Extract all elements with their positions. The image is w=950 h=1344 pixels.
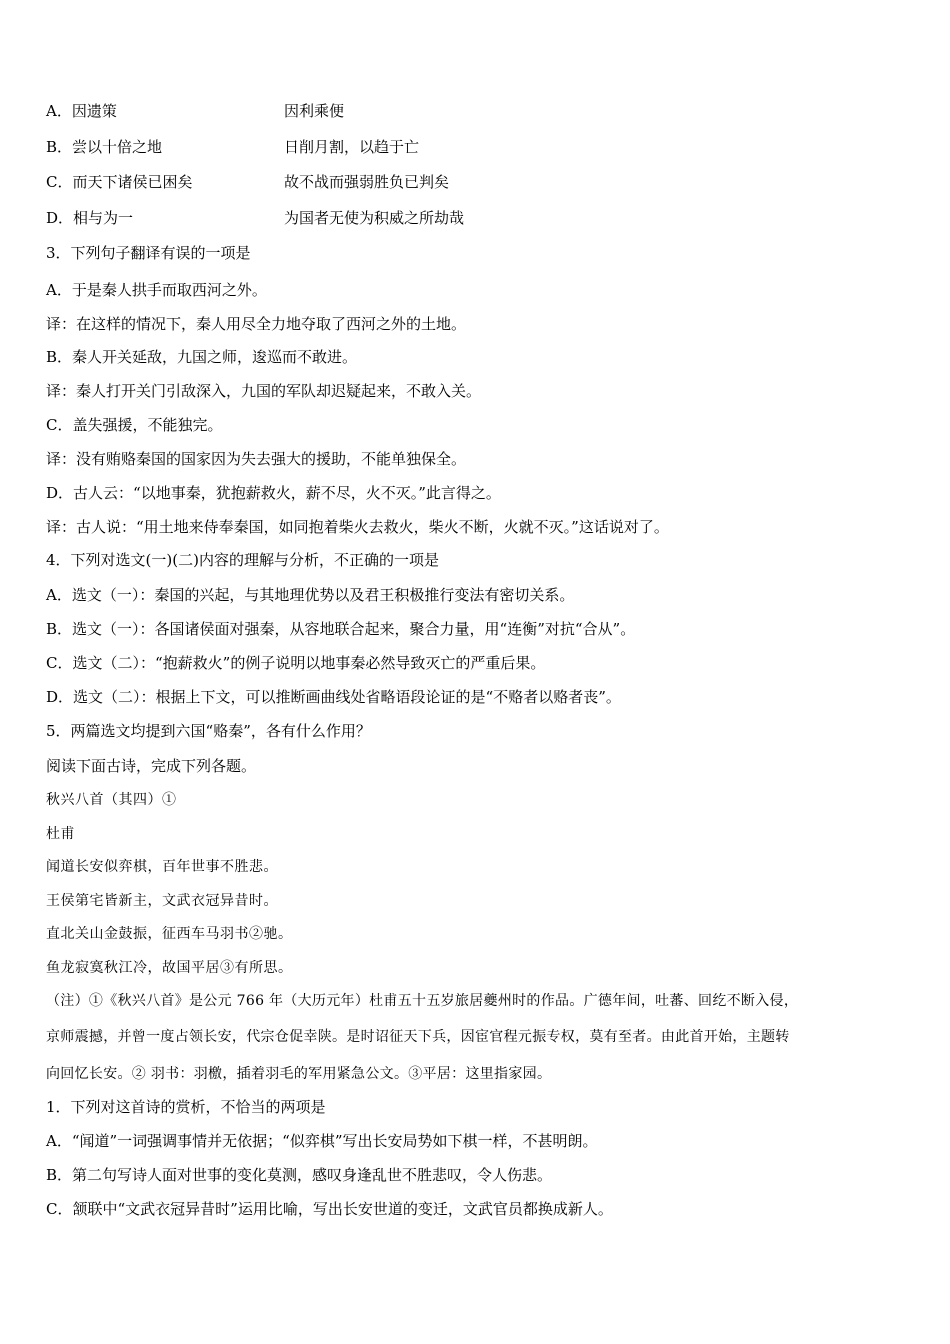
q3-option-a: A．于是秦人拱手而取西河之外。 [46, 281, 267, 299]
note-line-3: 向回忆长安。② 羽书：羽檄，插着羽毛的军用紧急公文。③平居：这里指家园。 [46, 1066, 552, 1082]
q2-option-a-right: 因利乘便 [284, 102, 345, 120]
q3-option-d: D．古人云：“以地事秦，犹抱薪救火，薪不尽，火不灭。”此言得之。 [46, 484, 501, 502]
p1-option-b: B．第二句写诗人面对世事的变化莫测，感叹身逢乱世不胜悲叹，令人伤悲。 [46, 1166, 553, 1184]
q4-stem: 4．下列对选文(一)(二)内容的理解与分析，不正确的一项是 [46, 551, 439, 569]
q3-translation-a: 译：在这样的情况下，秦人用尽全力地夺取了西河之外的土地。 [46, 315, 467, 333]
p1-option-a: A．“闻道”一词强调事情并无依据；“似弈棋”写出长安局势如下棋一样，不甚明朗。 [46, 1132, 598, 1150]
p1-option-c: C．颔联中“文武衣冠异昔时”运用比喻，写出长安世道的变迁，文武官员都换成新人。 [46, 1200, 613, 1218]
q2-option-c-right: 故不战而强弱胜负已判矣 [284, 173, 450, 191]
q4-option-c: C．选文（二）：“抱薪救火”的例子说明以地事秦必然导致灭亡的严重后果。 [46, 654, 546, 672]
q2-option-b-right: 日削月割，以趋于亡 [284, 138, 420, 156]
q3-option-c: C．盖失强援，不能独完。 [46, 416, 223, 434]
p1-stem: 1．下列对这首诗的赏析，不恰当的两项是 [46, 1098, 326, 1116]
note-line-2: 京师震撼，并曾一度占领长安，代宗仓促幸陕。是时诏征天下兵，因宦官程元振专权，莫有至者。由此首开始，主题转 [46, 1029, 790, 1045]
poem-line-1: 闻道长安似弈棋，百年世事不胜悲。 [46, 859, 278, 875]
q2-option-d-left: D．相与为一 [46, 209, 134, 227]
q4-option-d: D．选文（二）：根据上下文，可以推断画曲线处省略语段论证的是“不赂者以赂者丧”。 [46, 688, 621, 706]
q4-option-a: A．选文（一）：秦国的兴起，与其地理优势以及君王积极推行变法有密切关系。 [46, 586, 575, 604]
q2-option-d-right: 为国者无使为积威之所劫哉 [284, 209, 465, 227]
q3-stem: 3．下列句子翻译有误的一项是 [46, 244, 251, 262]
note-line-1: （注）①《秋兴八首》是公元 766 年（大历元年）杜甫五十五岁旅居夔州时的作品。广德年间，吐蕃、回纥不断入侵， [46, 993, 799, 1009]
poem-line-2: 王侯第宅皆新主，文武衣冠异昔时。 [46, 893, 278, 909]
poem-line-3: 直北关山金鼓振，征西车马羽书②驰。 [46, 926, 293, 942]
poem-line-4: 鱼龙寂寞秋江冷，故国平居③有所思。 [46, 960, 293, 976]
poem-author: 杜甫 [46, 826, 75, 842]
q5-stem: 5．两篇选文均提到六国“赂秦”，各有什么作用？ [46, 722, 371, 740]
q2-option-a-left: A．因遗策 [46, 102, 117, 120]
q3-option-b: B．秦人开关延敌，九国之师，逡巡而不敢进。 [46, 348, 358, 366]
reading-intro: 阅读下面古诗，完成下列各题。 [46, 757, 257, 775]
q4-option-b: B．选文（一）：各国诸侯面对强秦，从容地联合起来，聚合力量，用“连衡”对抗“合从”。 [46, 620, 636, 638]
q2-option-c-left: C．而天下诸侯已困矣 [46, 173, 193, 191]
q3-translation-d: 译：古人说：“用土地来侍奉秦国，如同抱着柴火去救火，柴火不断，火就不灭。”这话说对了。 [46, 518, 669, 536]
q2-option-b-left: B．尝以十倍之地 [46, 138, 163, 156]
q3-translation-c: 译：没有贿赂秦国的国家因为失去强大的援助，不能单独保全。 [46, 450, 467, 468]
q3-translation-b: 译：秦人打开关门引敌深入，九国的军队却迟疑起来，不敢入关。 [46, 382, 482, 400]
poem-title: 秋兴八首（其四）① [46, 792, 177, 808]
